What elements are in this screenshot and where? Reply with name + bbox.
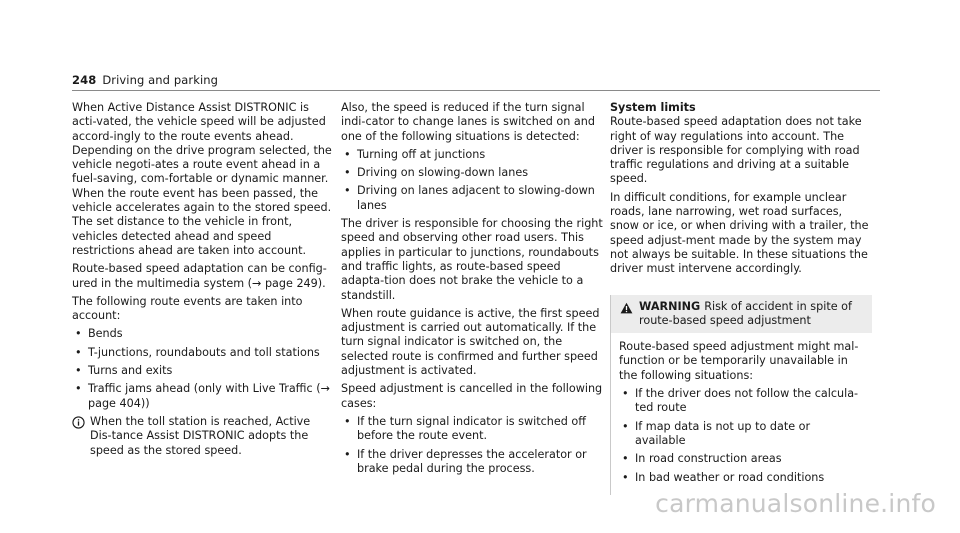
list-item: • Turns and exits bbox=[75, 364, 173, 378]
list-item: • If map data is not up to date or available bbox=[622, 419, 811, 447]
cancel-list bbox=[341, 415, 603, 476]
system-limits-paragraph: Route-based speed adaptation does not take right of way regulations into account. The driver is responsible for complying with road traffic regulations and driving at a suitable speed. bbox=[610, 115, 862, 186]
turn-signal-paragraph: Also, the speed is reduced if the turn signal indi-cator to change lanes is switched on and one of the following situations is detected: bbox=[341, 101, 595, 143]
list-item: • Traffic jams ahead (only with Live Traffic (→ page 404)) bbox=[75, 382, 330, 410]
bullet: • bbox=[344, 414, 351, 428]
header-divider bbox=[72, 90, 880, 91]
bullet: • bbox=[344, 166, 351, 180]
list-item: • Bends bbox=[75, 327, 123, 341]
list-item: • If the turn signal indicator is switched off before the route event. bbox=[344, 414, 586, 443]
config-paragraph: Route-based speed adaptation can be config-ured in the multimedia system (→ page 249). bbox=[72, 262, 327, 290]
info-icon bbox=[72, 416, 85, 429]
list-item: • T-junctions, roundabouts and toll stations bbox=[75, 345, 320, 359]
intro-paragraph: When Active Distance Assist DISTRONIC is acti-vated, the vehicle speed will be adjusted accord-ingly to the route events ahead. Depending on the drive program selected, the vehicle negoti-ates a route event ahead in a fuel-saving, com-fortable or dynamic manner. When the route event has been passed, the vehicle accelerates again to the stored speed. The set distance to the vehicle in front, vehicles detected ahead and speed restrictions ahead are taken into account. bbox=[72, 101, 332, 257]
warning-triangle-icon bbox=[620, 302, 633, 314]
bullet: • bbox=[622, 470, 629, 484]
page-number: 248 bbox=[72, 73, 97, 87]
list-item: • Turning off at junctions bbox=[344, 147, 486, 161]
warning-label: WARNING bbox=[639, 299, 701, 313]
info-note bbox=[72, 415, 334, 458]
route-guidance-paragraph: When route guidance is active, the first speed adjustment is carried out automatically. If the turn signal indicator is switched on, the selected route is confirmed and further speed adjustment is activated. bbox=[341, 306, 600, 378]
page-header bbox=[72, 73, 218, 87]
warning-list bbox=[619, 387, 864, 485]
list-item: • In bad weather or road conditions bbox=[622, 470, 825, 484]
bullet: • bbox=[344, 147, 351, 161]
list-item: • If the driver does not follow the calcula-ted route bbox=[622, 387, 859, 415]
warning-text: Route-based speed adjustment might mal-function or be temporarily unavailable in the following situations: bbox=[619, 340, 859, 382]
column-left bbox=[72, 101, 334, 458]
bullet: • bbox=[75, 345, 82, 359]
bullet: • bbox=[75, 382, 82, 396]
bullet: • bbox=[622, 452, 629, 466]
bullet: • bbox=[75, 364, 82, 378]
warning-box bbox=[610, 295, 872, 495]
warning-title: Risk of accident in spite of route-based speed adjustment bbox=[639, 299, 852, 327]
list-item: • In road construction areas bbox=[622, 452, 782, 466]
bullet: • bbox=[344, 184, 351, 198]
warning-body bbox=[611, 333, 872, 485]
list-item: • Driving on slowing-down lanes bbox=[344, 166, 529, 180]
system-limits-heading: System limits bbox=[610, 101, 696, 114]
list-item: • If the driver depresses the accelerator or brake pedal during the process. bbox=[344, 447, 587, 475]
bullet: • bbox=[622, 387, 629, 401]
situations-list bbox=[341, 148, 603, 213]
column-middle bbox=[341, 101, 603, 480]
route-events-list bbox=[72, 327, 334, 410]
driver-responsibility-paragraph: The driver is responsible for choosing the right speed and observing other road users. This applies in particular to junctions, roundabouts and traffic lights, as route-based speed adapta-tion does not brake the vehicle to a standstill. bbox=[341, 217, 603, 302]
route-events-intro: The following route events are taken into account: bbox=[72, 294, 303, 323]
warning-header bbox=[611, 295, 872, 334]
list-item: • Driving on lanes adjacent to slowing-down lanes bbox=[344, 184, 595, 212]
bullet: • bbox=[622, 419, 629, 433]
column-right bbox=[610, 101, 872, 495]
bullet: • bbox=[344, 447, 351, 461]
section-title: Driving and parking bbox=[102, 73, 219, 87]
cancel-intro: Speed adjustment is cancelled in the following cases: bbox=[341, 382, 603, 410]
difficult-conditions-paragraph: In difficult conditions, for example unclear roads, lane narrowing, wet road surfaces, snow or ice, or when driving with a trailer, the speed adjust-ment made by the system may not always be suitable. In these situations the driver must intervene accordingly. bbox=[610, 190, 869, 276]
bullet: • bbox=[75, 327, 82, 341]
watermark: carmanualsonline.info bbox=[655, 489, 936, 518]
note-text: When the toll station is reached, Active Dis-tance Assist DISTRONIC adopts the speed as the stored speed. bbox=[90, 414, 311, 457]
